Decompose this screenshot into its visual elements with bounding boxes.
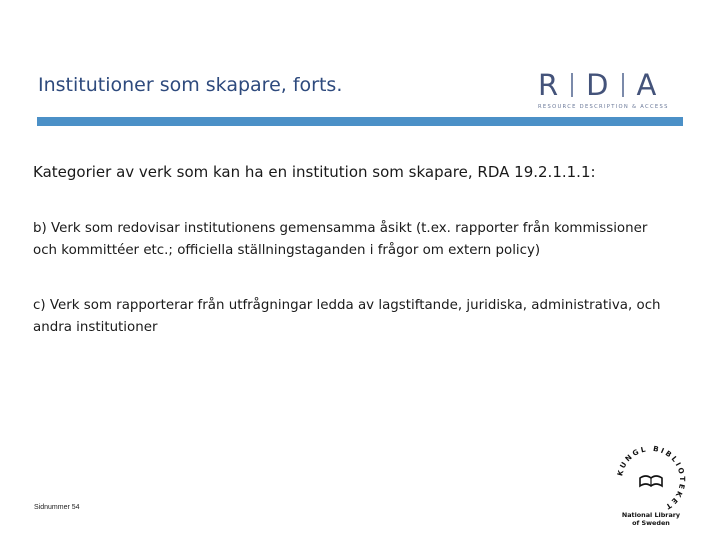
paragraph-c: c) Verk som rapporterar från utfrågningar ledda av lagstiftande, juridiska, administrativa, och andra institutioner xyxy=(33,298,661,335)
logo-letter-a: A xyxy=(636,68,657,102)
book-icon xyxy=(640,476,662,486)
seal-caption-line2: of Sweden xyxy=(632,519,670,527)
rda-logo xyxy=(538,70,682,112)
logo-subtitle: RESOURCE DESCRIPTION & ACCESS xyxy=(538,104,669,110)
seal-caption-line1: National Library xyxy=(621,511,681,519)
national-library-seal xyxy=(612,444,690,528)
section-heading: Kategorier av verk som kan ha en institution som skapare, RDA 19.2.1.1.1: xyxy=(33,163,596,181)
seal-ring-text: KUNGL BIBLIOTEKET xyxy=(615,444,688,513)
logo-divider xyxy=(622,73,624,97)
logo-letter-d: D xyxy=(586,68,609,102)
logo-letter-r: R xyxy=(538,68,559,102)
logo-divider xyxy=(571,73,573,97)
title-rule xyxy=(37,117,683,126)
page-number: Sidnummer 54 xyxy=(34,504,80,511)
slide-title: Institutioner som skapare, forts. xyxy=(38,74,343,96)
paragraph-b: b) Verk som redovisar institutionens gemensamma åsikt (t.ex. rapporter från kommissioner och kommittéer etc.; officiella ställningstaganden i frågor om extern policy) xyxy=(33,221,648,258)
